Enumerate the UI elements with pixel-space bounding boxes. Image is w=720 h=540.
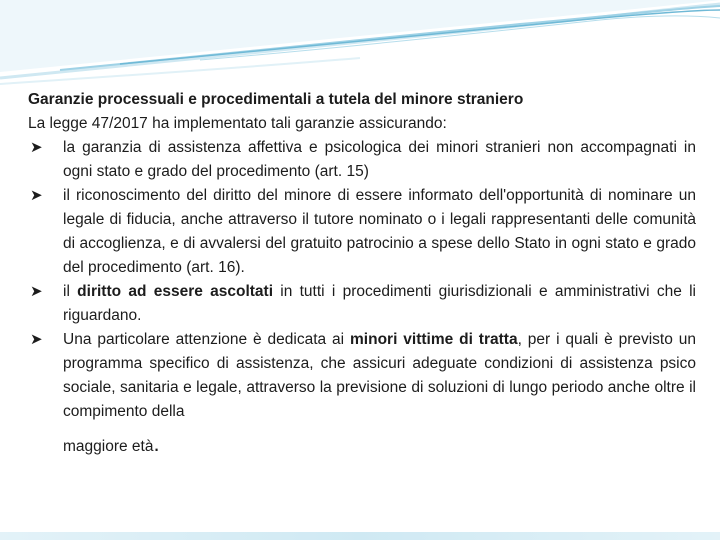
- list-item: [28, 184, 696, 280]
- list-item-text-post: , per i quali è previsto un programma specifico di assistenza, che assicuri adeguate condizioni di assistenza psico sociale, sanitaria e legale, attraverso la previsione di soluzioni di lungo periodo anche oltre il compimento della: [63, 331, 697, 420]
- list-item: [28, 280, 696, 328]
- list-item-text-pre: Una particolare attenzione è dedicata ai: [63, 331, 351, 348]
- arrow-bullet-icon: ➤: [30, 331, 43, 348]
- list-item-text-tail: maggiore età: [63, 438, 154, 455]
- list-item-text: il riconoscimento del diritto del minore di essere informato dell'opportunità di nominare un legale di fiducia, anche attraverso il tutore nominato o i legali rappresentanti delle comunità di accoglienza, e di avvalersi del gratuito patrocinio a spese dello Stato in ogni stato e grado del procedimento (art. 16).: [63, 187, 696, 276]
- list-item-text: la garanzia di assistenza affettiva e psicologica dei minori stranieri non accompagnati in ogni stato e grado del procedimento (art. 15): [63, 139, 696, 180]
- list-item-text-pre: il: [63, 283, 78, 300]
- arrow-bullet-icon: ➤: [30, 139, 43, 156]
- document-title: Garanzie processuali e procedimentali a tutela del minore straniero: [28, 91, 524, 108]
- list-item-text-tail-line: [63, 432, 160, 459]
- list-item: [28, 328, 696, 459]
- list-item-text-bold: minori vittime di tratta: [350, 331, 518, 348]
- list-item: [28, 136, 696, 184]
- document-body: [28, 88, 696, 459]
- list-item-text-post: in tutti i procedimenti giurisdizionali e amministrativi che li riguardano.: [63, 283, 696, 324]
- list-item-text-bold: diritto ad essere ascoltati: [77, 283, 274, 300]
- intro-text: La legge 47/2017 ha implementato tali garanzie assicurando:: [28, 115, 447, 132]
- decorative-bottom-band: [0, 532, 720, 540]
- list-item-text-tail-end: .: [153, 431, 160, 456]
- arrow-bullet-icon: ➤: [30, 187, 43, 204]
- bullet-list: [28, 136, 696, 459]
- arrow-bullet-icon: ➤: [30, 283, 43, 300]
